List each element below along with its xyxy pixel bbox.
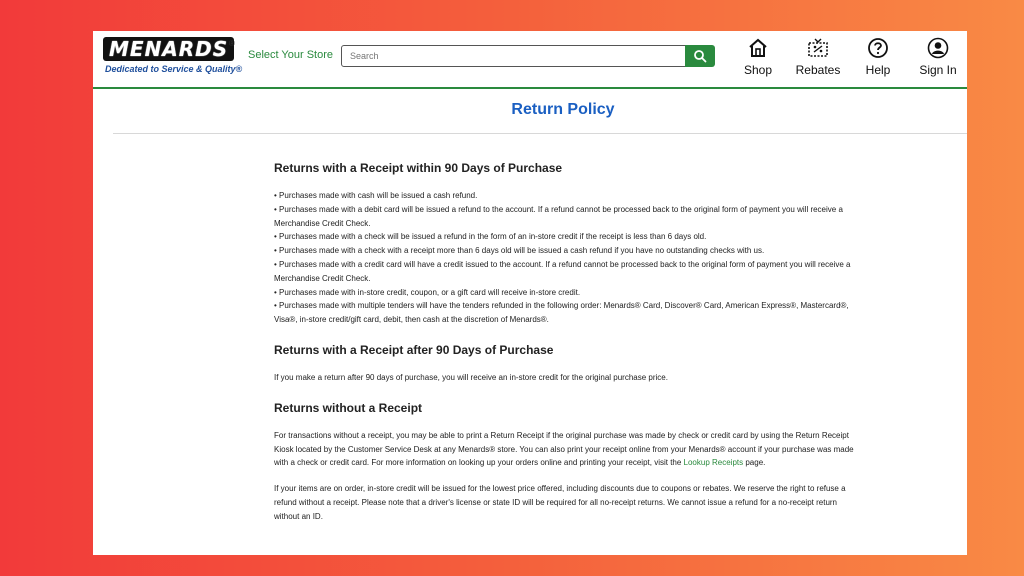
nav-shop[interactable] <box>733 37 783 77</box>
nav-help-label: Help <box>865 63 891 77</box>
list-item: • Purchases made with in-store credit, coupon, or a gift card will receive in-store credit. <box>274 286 854 300</box>
nav-rebates-label: Rebates <box>795 63 841 77</box>
site-header <box>93 31 967 89</box>
rebate-ticket-icon <box>807 37 829 59</box>
no-receipt-text-end: page. <box>743 458 766 468</box>
logo-registered-mark: ® <box>229 39 235 48</box>
list-item: • Purchases made with multiple tenders will have the tenders refunded in the following order: Menards® Card, Discover® Card, American Express®, Mastercard®, Visa®, in-store credit/gift card, debit, then cash at the discretion of Menards®. <box>274 299 854 327</box>
menards-logo[interactable] <box>103 37 243 81</box>
user-icon <box>927 37 949 59</box>
nav-sign-in-label: Sign In <box>919 63 957 77</box>
search-input[interactable] <box>341 45 689 67</box>
list-item: • Purchases made with cash will be issued a cash refund. <box>274 189 854 203</box>
no-receipt-paragraph-1 <box>274 429 854 470</box>
page-title: Return Policy <box>511 101 615 118</box>
search-icon <box>693 49 707 63</box>
nav-rebates[interactable] <box>793 37 843 77</box>
receipt-90-list <box>274 189 854 327</box>
lookup-receipts-link[interactable]: Lookup Receipts <box>683 458 744 468</box>
section-heading-receipt-after: Returns with a Receipt after 90 Days of Purchase <box>274 342 554 357</box>
help-icon <box>867 37 889 59</box>
no-receipt-paragraph-2: If your items are on order, in-store credit will be issued for the lowest price offered, including discounts due to coupons or rebates. We reserve the right to refuse a refund without a receipt. Please note that a driver's license or state ID will be required for all no-receipt returns. We cannot issue a refund for a no-receipt return without an ID. <box>274 484 846 521</box>
list-item: • Purchases made with a debit card will be issued a refund to the account. If a refund cannot be processed back to the original form of payment you will receive a Merchandise Credit Check. <box>274 203 854 231</box>
nav-shop-label: Shop <box>743 63 773 77</box>
logo-tagline: Dedicated to Service & Quality® <box>105 64 243 74</box>
no-receipt-text: For transactions without a receipt, you may be able to print a Return Receipt if the original purchase was made by check or credit card by using the Return Receipt Kiosk located by the Customer Service Desk at any Menards® store. You can also print your receipt online from your Menards® account if your purchase was made with a check or credit card. For more information on looking up your orders online and printing your receipt, visit the <box>274 430 854 468</box>
title-divider <box>113 133 967 134</box>
search-button[interactable] <box>685 45 715 67</box>
receipt-after-text: If you make a return after 90 days of purchase, you will receive an in-store credit for the original purchase price. <box>274 372 668 382</box>
list-item: • Purchases made with a credit card will have a credit issued to the account. If a refund cannot be processed back to the original form of payment you will receive a Merchandise Credit Check. <box>274 258 854 286</box>
list-item: • Purchases made with a check with a receipt more than 6 days old will be issued a cash refund if you have no outstanding checks with us. <box>274 244 854 258</box>
section-heading-receipt-90: Returns with a Receipt within 90 Days of Purchase <box>274 161 563 175</box>
nav-sign-in[interactable] <box>913 37 963 77</box>
policy-content <box>274 151 854 536</box>
nav-help[interactable] <box>853 37 903 77</box>
house-icon <box>747 37 769 59</box>
section-heading-no-receipt: Returns without a Receipt <box>274 400 423 415</box>
logo-wordmark: MENARDS <box>103 37 234 61</box>
list-item: • Purchases made with a check will be issued a refund in the form of an in-store credit if the receipt is less than 6 days old. <box>274 230 854 244</box>
browser-viewport <box>93 31 967 555</box>
select-store-link[interactable]: Select Your Store <box>248 49 334 61</box>
